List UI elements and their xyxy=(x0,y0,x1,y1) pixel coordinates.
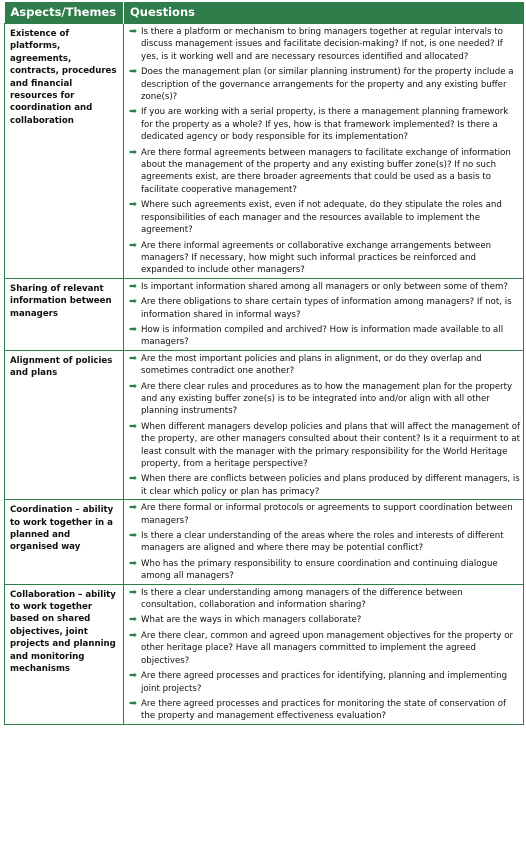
themes-questions-table xyxy=(4,2,524,725)
question-item xyxy=(127,296,520,321)
questions-cell xyxy=(124,584,524,724)
question-text: Does the management plan (or similar planning instrument) for the property include a description of the governance arrangements for the property and any existing buffer zone(s)? xyxy=(141,67,514,103)
questions-list xyxy=(124,279,523,350)
aspect-theme-cell: Coordination – ability to work together in a planned and organised way xyxy=(5,500,124,584)
arrow-bullet-icon: ➡ xyxy=(129,629,137,641)
questions-cell xyxy=(124,350,524,499)
questions-cell xyxy=(124,500,524,584)
arrow-bullet-icon: ➡ xyxy=(129,296,137,308)
table-row xyxy=(5,500,524,584)
arrow-bullet-icon: ➡ xyxy=(129,614,137,626)
arrow-bullet-icon: ➡ xyxy=(129,26,137,37)
question-item xyxy=(127,240,520,277)
question-item xyxy=(127,353,520,378)
question-item xyxy=(127,587,520,612)
aspect-theme-cell: Alignment of policies and plans xyxy=(5,350,124,499)
question-item xyxy=(127,26,520,63)
aspect-theme-cell: Collaboration – ability to work together based on shared objectives, joint projects and planning and monitoring mechanisms xyxy=(5,584,124,724)
table-row xyxy=(5,350,524,499)
question-item xyxy=(127,106,520,143)
table-row xyxy=(5,24,524,279)
question-item xyxy=(127,698,520,723)
question-text: What are the ways in which managers collaborate? xyxy=(141,615,362,626)
arrow-bullet-icon: ➡ xyxy=(129,352,137,364)
question-item xyxy=(127,66,520,103)
questions-cell xyxy=(124,24,524,279)
arrow-bullet-icon: ➡ xyxy=(129,420,137,432)
questions-list xyxy=(124,585,523,724)
arrow-bullet-icon: ➡ xyxy=(129,530,137,542)
question-text: Is there a platform or mechanism to bring managers together at regular intervals to discuss management issues and facilitate decision-making? If not, is one needed? If yes, is it working well and are necessary resources identified and allocated? xyxy=(141,27,503,62)
arrow-bullet-icon: ➡ xyxy=(129,106,137,118)
arrow-bullet-icon: ➡ xyxy=(129,66,137,78)
arrow-bullet-icon: ➡ xyxy=(129,199,137,211)
aspect-theme-cell: Existence of platforms, agreements, contracts, procedures and financial resources for coordination and collaboration xyxy=(5,24,124,279)
table-row xyxy=(5,278,524,350)
aspect-theme-cell: Sharing of relevant information between managers xyxy=(5,278,124,350)
arrow-bullet-icon: ➡ xyxy=(129,380,137,392)
question-text: Are there obligations to share certain types of information among managers? If not, is information shared in informal ways? xyxy=(141,297,512,320)
arrow-bullet-icon: ➡ xyxy=(129,239,137,251)
question-text: If you are working with a serial property, is there a management planning framework for the property as a whole? If yes, how is that framework implemented? Is there a dedicated agency or body responsible for its implementation? xyxy=(141,107,509,143)
question-item xyxy=(127,502,520,527)
question-text: Are there agreed processes and practices for identifying, planning and implementing joint projects? xyxy=(141,671,508,694)
questions-list xyxy=(124,24,523,278)
arrow-bullet-icon: ➡ xyxy=(129,280,137,292)
question-item xyxy=(127,421,520,471)
arrow-bullet-icon: ➡ xyxy=(129,473,137,485)
themes-questions-table-wrapper xyxy=(4,2,523,725)
arrow-bullet-icon: ➡ xyxy=(129,586,137,598)
question-item xyxy=(127,281,520,293)
question-text: Are there formal or informal protocols or agreements to support coordination between managers? xyxy=(141,503,513,526)
arrow-bullet-icon: ➡ xyxy=(129,146,137,158)
question-item xyxy=(127,199,520,236)
question-item xyxy=(127,147,520,197)
question-item xyxy=(127,324,520,349)
arrow-bullet-icon: ➡ xyxy=(129,697,137,709)
header-aspects-themes: Aspects/Themes xyxy=(5,2,124,24)
arrow-bullet-icon: ➡ xyxy=(129,502,137,514)
questions-cell xyxy=(124,278,524,350)
arrow-bullet-icon: ➡ xyxy=(129,670,137,682)
question-text: Are there formal agreements between managers to facilitate exchange of information about the management of the property and any existing buffer zone(s)? If no such agreements exist, are there broader agreements that could be used as a basis to facilitate cooperative management? xyxy=(141,147,511,195)
question-item xyxy=(127,473,520,498)
question-text: Are there informal agreements or collaborative exchange arrangements between managers? If necessary, how might such informal practices be reinforced and expanded to include other managers? xyxy=(141,240,492,276)
question-item xyxy=(127,630,520,667)
question-text: When there are conflicts between policies and plans produced by different managers, is it clear which policy or plan has primacy? xyxy=(141,474,520,497)
arrow-bullet-icon: ➡ xyxy=(129,557,137,569)
question-text: Is there a clear understanding among managers of the difference between consultation, collaboration and information sharing? xyxy=(141,587,463,611)
question-text: When different managers develop policies and plans that will affect the management of the property, are other managers consulted about their content? Is it a requirment to at least consult with the manager with the primary responsibility for the World Heritage property, from a heritage perspective? xyxy=(141,421,521,469)
question-text: Are there clear, common and agreed upon management objectives for the property or other heritage place? Have all managers committed to implement the agreed objectives? xyxy=(141,630,514,666)
question-item xyxy=(127,381,520,418)
question-item xyxy=(127,530,520,555)
question-text: Is important information shared among all managers or only between some of them? xyxy=(141,281,508,292)
questions-list xyxy=(124,351,523,499)
question-text: Are the most important policies and plans in alignment, or do they overlap and sometimes contradict one another? xyxy=(141,353,482,377)
table-body xyxy=(5,24,524,725)
arrow-bullet-icon: ➡ xyxy=(129,323,137,335)
question-text: Are there agreed processes and practices for monitoring the state of conservation of the property and management effectiveness evaluation? xyxy=(141,698,507,722)
question-text: Who has the primary responsibility to ensure coordination and continuing dialogue among all managers? xyxy=(141,558,498,582)
question-item xyxy=(127,670,520,695)
question-item xyxy=(127,558,520,583)
question-text: Is there a clear understanding of the areas where the roles and interests of different managers are aligned and where there may be potential conflict? xyxy=(141,531,504,554)
question-text: Where such agreements exist, even if not adequate, do they stipulate the roles and responsibilities of each manager and the resources available to implement the agreement? xyxy=(141,200,502,236)
question-item xyxy=(127,614,520,626)
header-questions: Questions xyxy=(124,2,524,24)
question-text: Are there clear rules and procedures as to how the management plan for the property and any existing buffer zone(s) is to be integrated into and/or align with all other planning instruments? xyxy=(141,381,513,417)
question-text: How is information compiled and archived? How is information made available to all managers? xyxy=(141,324,504,348)
table-header-row xyxy=(5,2,524,24)
table-row xyxy=(5,584,524,724)
questions-list xyxy=(124,500,523,583)
